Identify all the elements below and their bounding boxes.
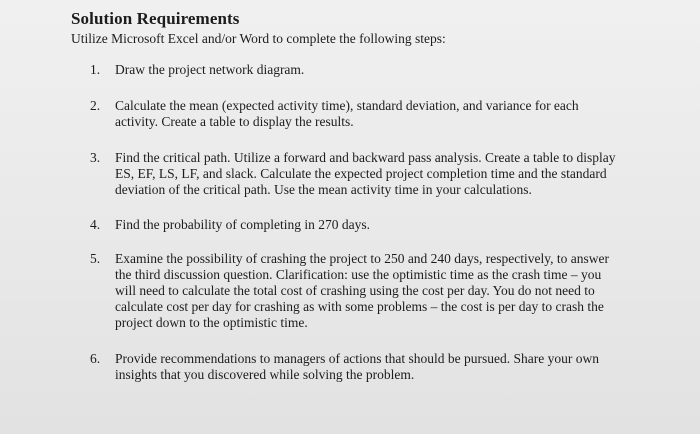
- item-number: 1.: [90, 62, 101, 77]
- list-item-1: [90, 62, 650, 78]
- item-line: the third discussion question. Clarification: use the optimistic time as the crash time – you: [115, 267, 602, 282]
- item-line: Provide recommendations to managers of actions that should be pursued. Share your own: [115, 351, 600, 366]
- item-number: 3.: [90, 150, 101, 165]
- list-item-5: [90, 251, 650, 331]
- item-line: calculate cost per day for crashing as with some problems – the cost is per day to crash the: [115, 299, 604, 314]
- item-line: ES, EF, LS, LF, and slack. Calculate the expected project completion time and the standard: [115, 166, 607, 181]
- document-subtitle: Utilize Microsoft Excel and/or Word to complete the following steps:: [71, 31, 446, 46]
- list-item-6: [90, 351, 650, 383]
- item-line: Find the critical path. Utilize a forward and backward pass analysis. Create a table to display: [115, 150, 616, 165]
- item-number: 2.: [90, 98, 101, 113]
- list-item-3: [90, 150, 650, 198]
- item-line: Calculate the mean (expected activity time), standard deviation, and variance for each: [115, 98, 579, 113]
- document-title: Solution Requirements: [71, 9, 240, 28]
- item-number: 5.: [90, 251, 101, 266]
- item-number: 6.: [90, 351, 101, 366]
- item-line: deviation of the critical path. Use the mean activity time in your calculations.: [115, 182, 532, 197]
- item-line: will need to calculate the total cost of crashing using the cost per day. You do not need to: [115, 283, 595, 298]
- item-number: 4.: [90, 217, 101, 232]
- list-item-2: [90, 98, 650, 130]
- item-line: project down to the optimistic time.: [115, 315, 308, 330]
- list-item-4: [90, 217, 650, 233]
- item-line: Draw the project network diagram.: [115, 62, 305, 77]
- item-line: Find the probability of completing in 270 days.: [115, 217, 370, 232]
- item-line: activity. Create a table to display the results.: [115, 114, 354, 129]
- item-line: Examine the possibility of crashing the project to 250 and 240 days, respectively, to answer: [115, 251, 610, 266]
- item-line: insights that you discovered while solving the problem.: [115, 367, 415, 382]
